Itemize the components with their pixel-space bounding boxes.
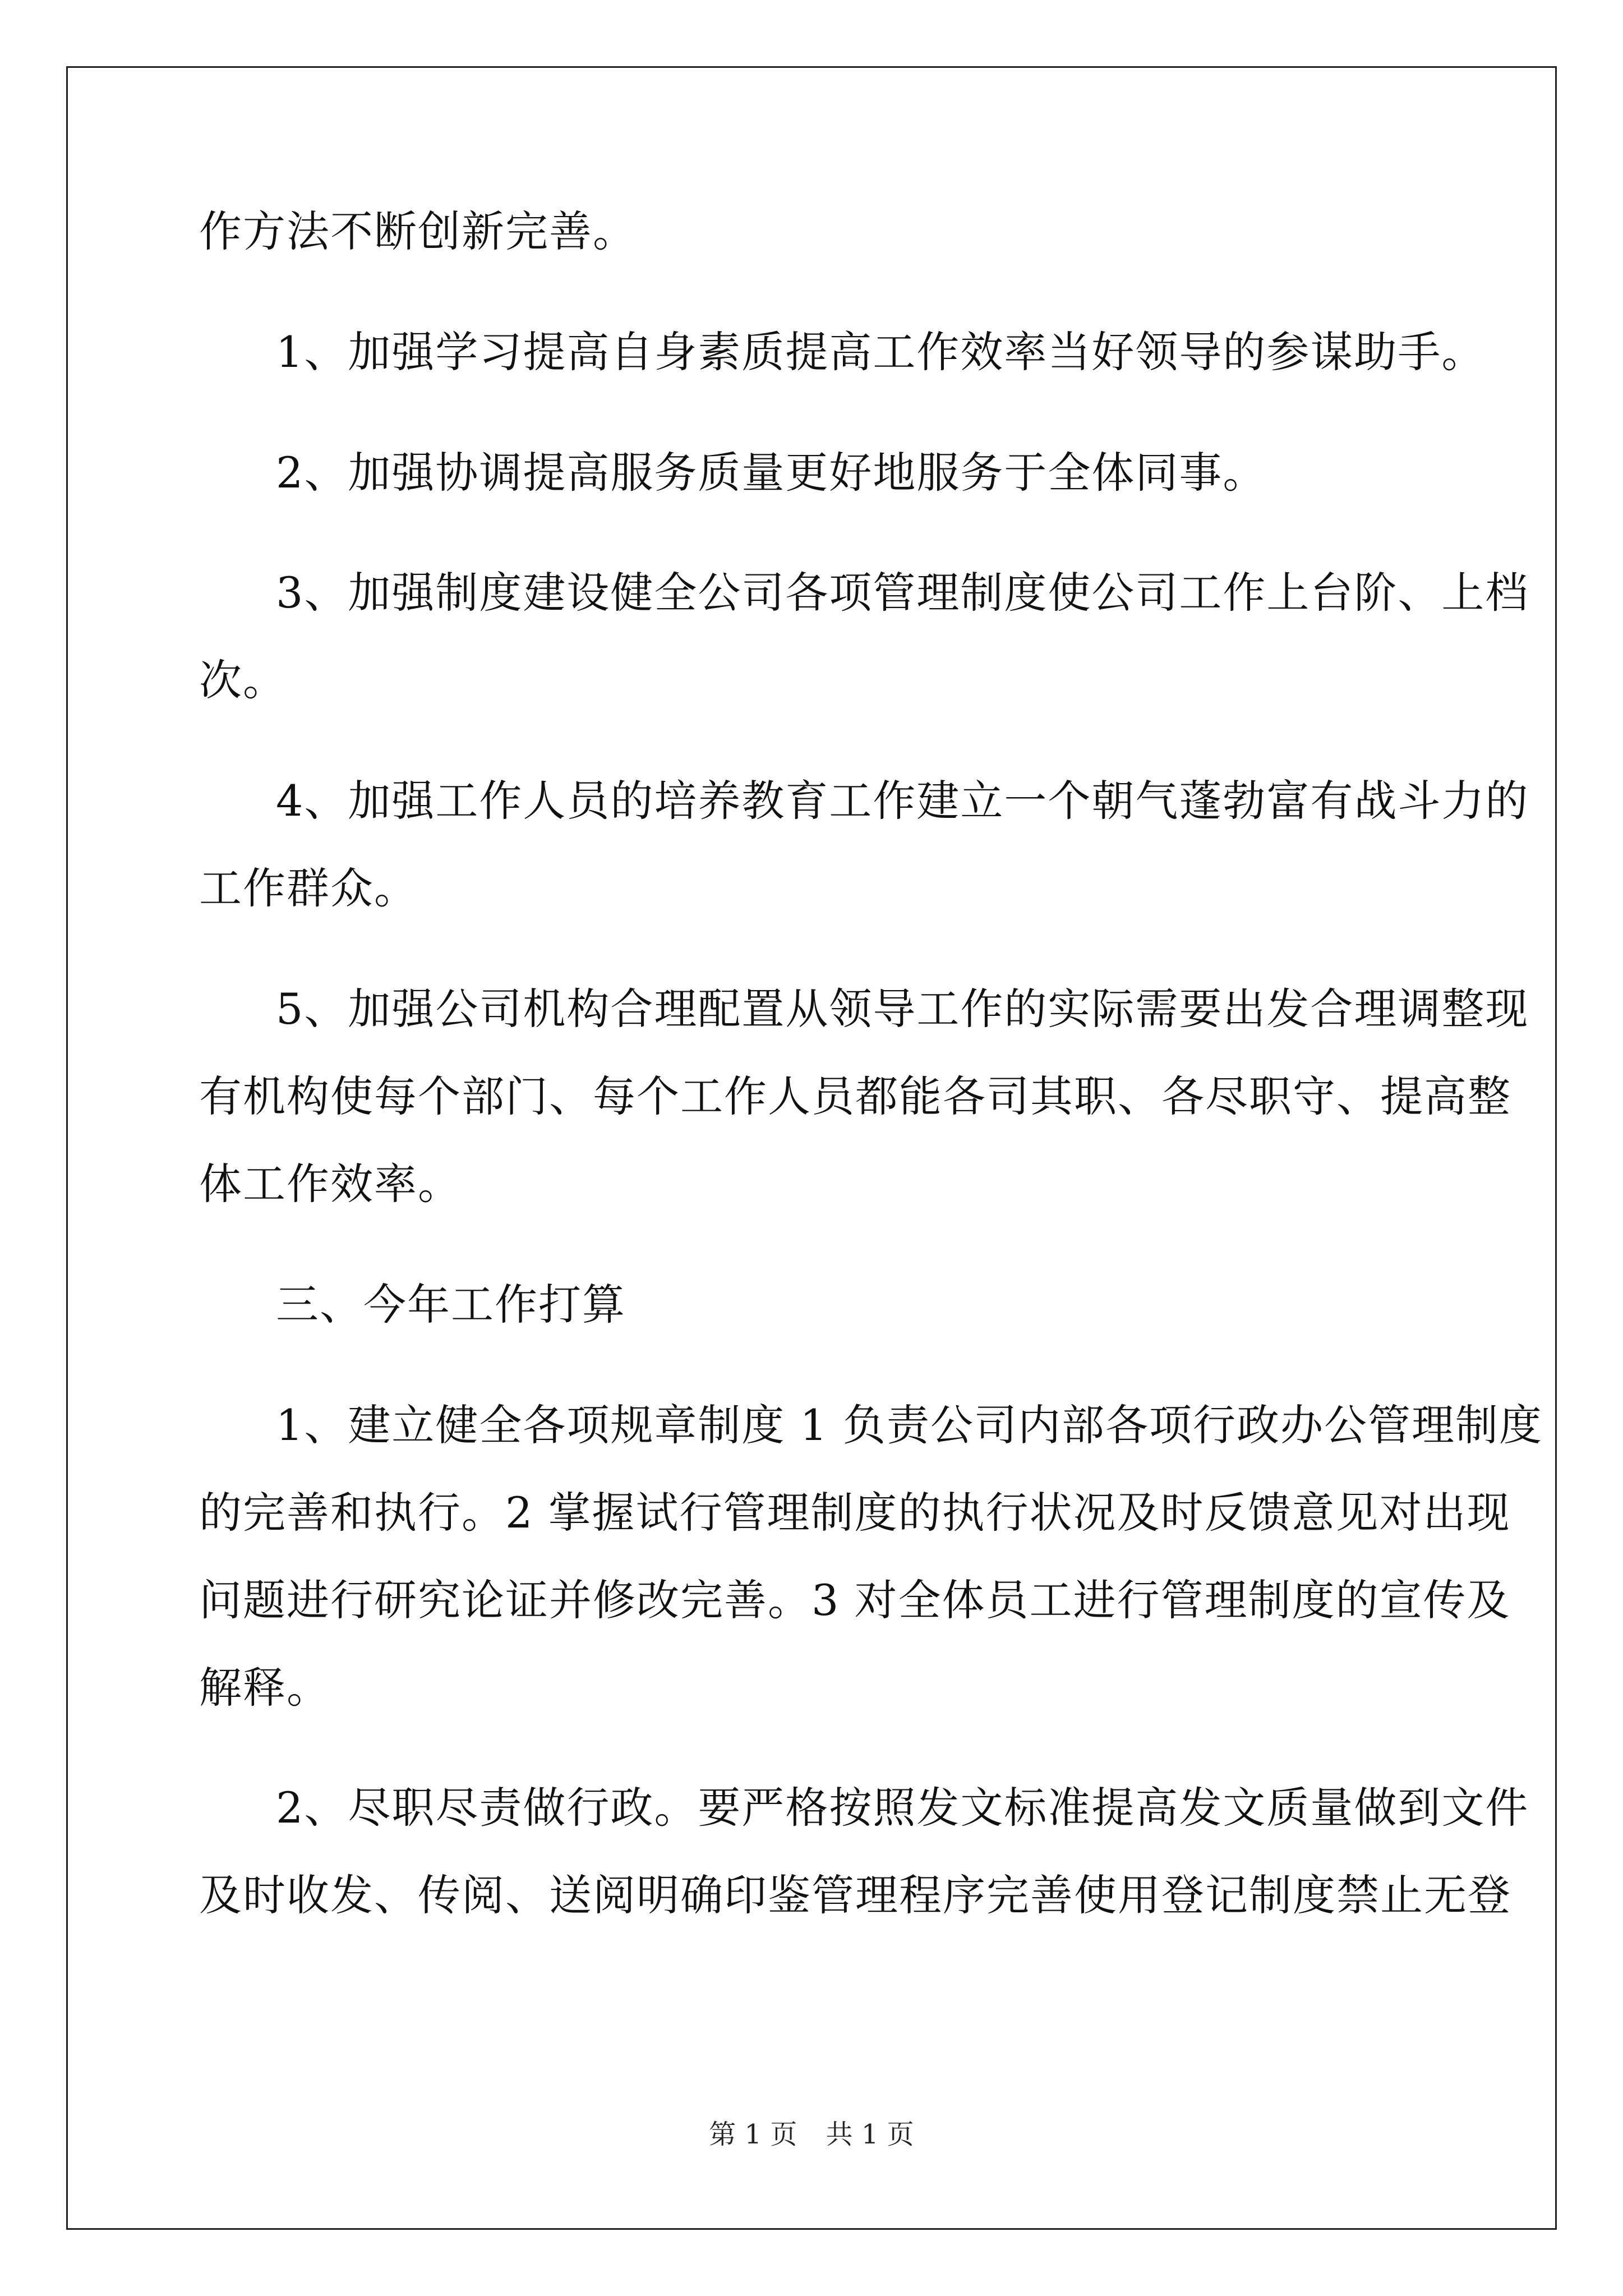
text-line: 问题进行研究论证并修改完善。3 对全体员工进行管理制度的宣传及 <box>199 1575 1511 1625</box>
text-line: 体工作效率。 <box>199 1159 462 1209</box>
text-line: 解释。 <box>199 1663 330 1713</box>
text-line: 的完善和执行。2 掌握试行管理制度的执行状况及时反馈意见对出现 <box>199 1488 1511 1538</box>
page-number-total: 共 1 页 <box>826 2119 914 2150</box>
text-line: 4、加强工作人员的培养教育工作建立一个朝气蓬勃富有战斗力的 <box>276 776 1529 826</box>
text-line: 次。 <box>199 655 287 705</box>
page-number-current: 第 1 页 <box>709 2119 797 2150</box>
text-line: 3、加强制度建设健全公司各项管理制度使公司工作上台阶、上档 <box>276 568 1529 618</box>
text-line: 1、建立健全各项规章制度 1 负责公司内部各项行政办公管理制度 <box>276 1400 1543 1450</box>
text-line: 1、加强学习提高自身素质提高工作效率当好领导的参谋助手。 <box>276 327 1486 377</box>
text-line: 作方法不断创新完善。 <box>199 206 637 256</box>
text-line: 5、加强公司机构合理配置从领导工作的实际需要出发合理调整现 <box>276 984 1529 1034</box>
text-line: 有机构使每个部门、每个工作人员都能各司其职、各尽职守、提高整 <box>199 1071 1511 1121</box>
page-footer <box>0 2118 1623 2151</box>
text-line: 2、加强协调提高服务质量更好地服务于全体同事。 <box>276 448 1267 498</box>
text-line: 2、尽职尽责做行政。要严格按照发文标准提高发文质量做到文件 <box>276 1783 1529 1833</box>
section-heading: 三、今年工作打算 <box>276 1280 626 1329</box>
text-line: 及时收发、传阅、送阅明确印鉴管理程序完善使用登记制度禁止无登 <box>199 1870 1511 1920</box>
text-line: 工作群众。 <box>199 863 418 913</box>
